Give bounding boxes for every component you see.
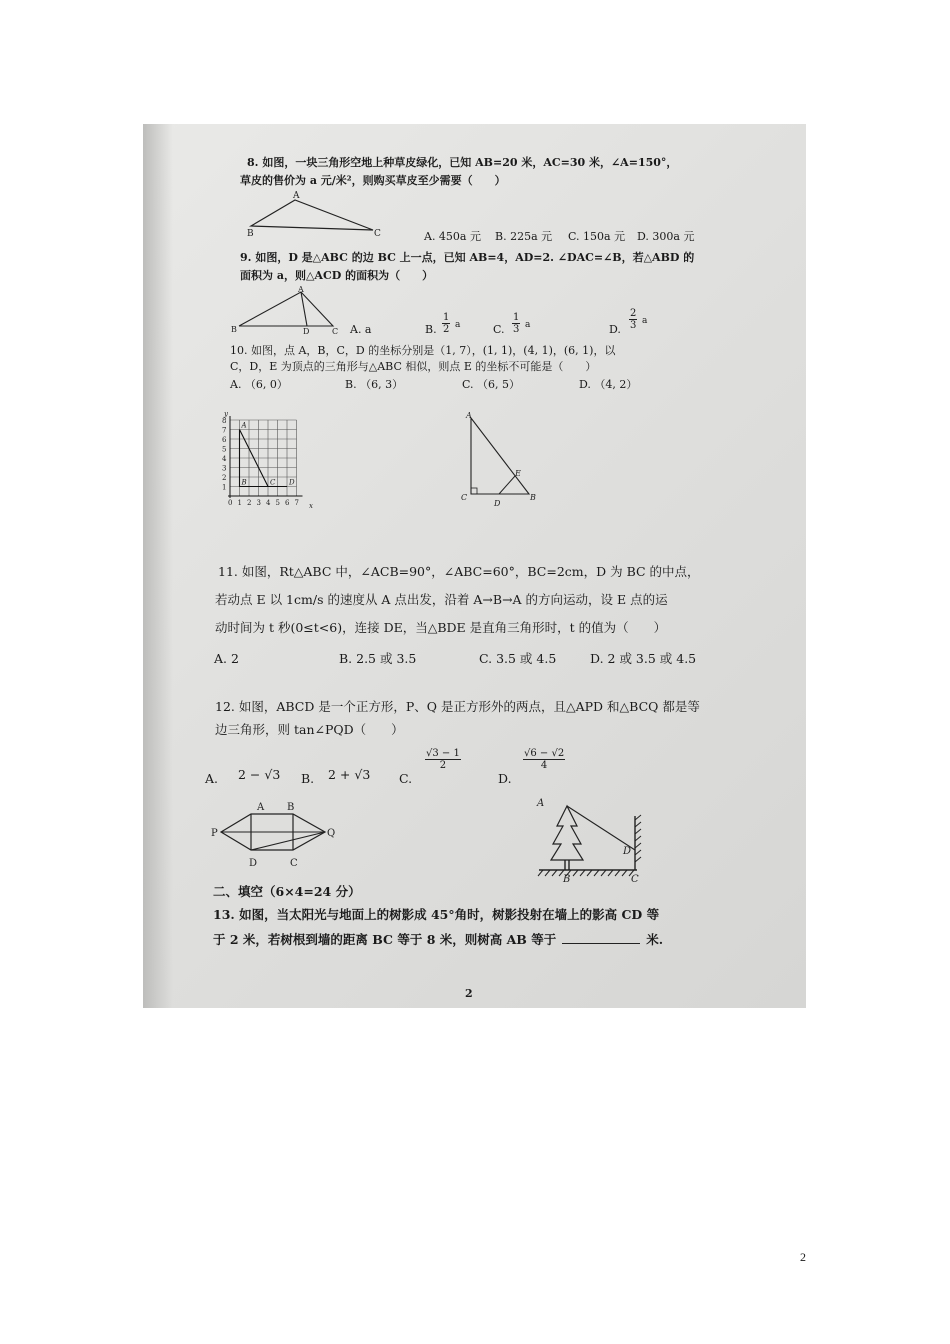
- q9-option-d-label: D.: [609, 323, 621, 336]
- q12-label-c: C: [290, 858, 298, 869]
- wall-hatch-line: [635, 850, 641, 855]
- x-tick-label: 6: [285, 499, 290, 507]
- y-tick-label: 6: [222, 436, 227, 444]
- x-tick-label: 0: [228, 499, 233, 507]
- grid-point-label-c: C: [270, 478, 276, 487]
- q9-option-b-fraction: $\frac{1}{2}$: [443, 312, 450, 335]
- q12-option-a-label: A.: [205, 771, 219, 786]
- grid-point-label-b: B: [241, 478, 247, 487]
- q11-option-c: C. 3.5 或 4.5: [479, 651, 557, 666]
- q10-line1: 10. 如图，点 A，B，C，D 的坐标分别是（1, 7），(1, 1)，(4, 1)，(6, 1)，以: [230, 344, 616, 357]
- y-tick-label: 3: [222, 464, 227, 473]
- x-tick-label: 7: [294, 499, 299, 507]
- q8-triangle-figure: [247, 191, 387, 239]
- q9-label-a: A: [298, 285, 304, 294]
- q10-axis-x-label: x: [309, 502, 313, 510]
- q10-tri-label-e: E: [515, 469, 521, 478]
- q9-triangle-figure: [231, 285, 345, 336]
- wall-hatch-line: [635, 836, 641, 841]
- y-tick-label: 8: [222, 417, 227, 425]
- q9-line2: 面积为 a，则△ACD 的面积为（ ）: [240, 269, 434, 282]
- q8-label-b: B: [247, 229, 254, 239]
- tree-label-c: C: [631, 874, 639, 885]
- hatch-line: [552, 870, 557, 876]
- y-tick-label: 2: [222, 474, 227, 482]
- q12-option-c-fraction: $\frac{√3 - 1}{2}$: [426, 748, 460, 771]
- q12-option-d-fraction: $\frac{√6 - √2}{4}$: [524, 748, 565, 771]
- q11-option-d: D. 2 或 3.5 或 4.5: [590, 651, 697, 666]
- x-tick-label: 5: [275, 499, 280, 507]
- x-tick-label: 2: [247, 499, 252, 507]
- y-tick-label: 1: [222, 483, 227, 492]
- q10-tri-label-b: B: [530, 493, 536, 502]
- y-tick-label: 4: [222, 455, 227, 463]
- q10-tri-label-a: A: [466, 411, 472, 420]
- q10-tri-label-d: D: [494, 499, 501, 508]
- q11-line1: 11. 如图，Rt△ABC 中，∠ACB=90°，∠ABC=60°，BC=2cm，D 为 BC 的中点，: [218, 564, 700, 579]
- q9-option-b-suffix: a: [455, 320, 461, 330]
- q10-option-b: B. （6, 3）: [345, 378, 404, 391]
- q12-label-a: A: [257, 802, 265, 813]
- wall-hatch-line: [635, 822, 641, 827]
- tree-label-a: A: [537, 798, 545, 809]
- q8-option-a: A. 450a 元: [424, 230, 481, 243]
- q10-option-d: D. （4, 2）: [579, 378, 638, 391]
- q10-coordinate-grid: [218, 412, 318, 512]
- q11-option-b: B. 2.5 或 3.5: [339, 651, 417, 666]
- q9-option-b-label: B.: [425, 323, 437, 336]
- q12-label-d: D: [249, 858, 258, 869]
- q11-line2: 若动点 E 以 1cm/s 的速度从 A 点出发，沿着 A→B→A 的方向运动，设 E 点的运: [215, 592, 668, 607]
- wall-hatch-line: [635, 829, 641, 834]
- q9-label-c: C: [332, 327, 339, 336]
- q12-option-c-label: C.: [399, 771, 413, 786]
- q12-option-d-label: D.: [498, 771, 512, 786]
- q10-tri-label-c: C: [461, 493, 468, 502]
- scanned-photo: [143, 124, 806, 1008]
- q12-option-b-label: B.: [301, 771, 315, 786]
- hatch-line: [622, 870, 627, 876]
- q10-line2: C，D，E 为顶点的三角形与△ABC 相似，则点 E 的坐标不可能是（ ）: [230, 360, 597, 373]
- q9-option-c-fraction: $\frac{1}{3}$: [513, 312, 520, 335]
- q12-line2: 边三角形，则 tan∠PQD（ ）: [215, 722, 404, 737]
- q13-answer-blank: [562, 943, 640, 944]
- q12-label-b: B: [287, 802, 295, 813]
- y-tick-label: 7: [222, 426, 227, 435]
- x-tick-label: 1: [237, 499, 242, 507]
- wall-hatch-line: [635, 857, 641, 862]
- q12-label-p: P: [211, 828, 218, 839]
- q9-option-a: A. a: [350, 323, 372, 336]
- x-tick-label: 4: [266, 499, 271, 507]
- q8-line1: 8. 如图，一块三角形空地上种草皮绿化，已知 AB=20 米，AC=30 米，∠A=150°，: [247, 156, 678, 169]
- q8-option-b: B. 225a 元: [495, 230, 553, 243]
- hatch-line: [573, 870, 578, 876]
- q8-label-a: A: [293, 191, 300, 201]
- q12-square-figure: [211, 802, 351, 874]
- q12-option-a-expr: 2 − √3: [238, 767, 281, 782]
- q9-label-d: D: [303, 327, 310, 336]
- q9-option-d-suffix: a: [642, 316, 648, 326]
- q8-option-d: D. 300a 元: [637, 230, 695, 243]
- q12-option-b-expr: 2 + √3: [328, 767, 371, 782]
- photo-page-number: 2: [465, 987, 473, 1000]
- hatch-line: [608, 870, 613, 876]
- grid-point-label-d: D: [289, 478, 295, 487]
- section2-heading: 二、填空（6×4=24 分）: [213, 884, 361, 899]
- q9-label-b: B: [231, 325, 237, 334]
- wall-hatch-line: [635, 815, 641, 820]
- hatch-line: [538, 870, 543, 876]
- q8-line2: 草皮的售价为 a 元/米²，则购买草皮至少需要（ ）: [240, 174, 506, 187]
- page-number: 2: [800, 1250, 806, 1264]
- grid-point-label-a: A: [241, 421, 247, 430]
- hatch-line: [545, 870, 550, 876]
- q8-label-c: C: [374, 229, 381, 239]
- q12-line1: 12. 如图，ABCD 是一个正方形，P、Q 是正方形外的两点，且△APD 和△BCQ 都是等: [215, 699, 700, 714]
- q13-line1: 13. 如图，当太阳光与地面上的树影成 45°角时，树影投射在墙上的影高 CD 等: [213, 907, 660, 922]
- q13-tree-wall-figure: [531, 800, 661, 886]
- q10-axis-y-label: y: [224, 410, 228, 418]
- q13-line2: 于 2 米，若树根到墙的距离 BC 等于 8 米，则树高 AB 等于 米.: [213, 932, 664, 947]
- q9-option-d-fraction: $\frac{2}{3}$: [630, 308, 637, 331]
- photo-shadow: [143, 124, 173, 1008]
- hatch-line: [601, 870, 606, 876]
- tree-label-b: B: [563, 874, 571, 885]
- hatch-line: [587, 870, 592, 876]
- q8-option-c: C. 150a 元: [568, 230, 626, 243]
- q11-option-a: A. 2: [214, 651, 239, 666]
- q12-label-q: Q: [327, 828, 336, 839]
- q9-option-c-suffix: a: [525, 320, 531, 330]
- q10-option-a: A. （6, 0）: [230, 378, 288, 391]
- wall-hatch-line: [635, 843, 641, 848]
- q10-triangle-figure: [461, 411, 541, 514]
- q9-option-c-label: C.: [493, 323, 505, 336]
- x-tick-label: 3: [256, 499, 261, 507]
- hatch-line: [580, 870, 585, 876]
- hatch-line: [615, 870, 620, 876]
- q10-option-c: C. （6, 5）: [462, 378, 521, 391]
- q9-line1: 9. 如图，D 是△ABC 的边 BC 上一点，已知 AB=4，AD=2. ∠DAC=∠B，若△ABD 的: [240, 251, 695, 264]
- hatch-line: [594, 870, 599, 876]
- q11-line3: 动时间为 t 秒(0≤t<6)，连接 DE，当△BDE 是直角三角形时，t 的值为（ ）: [215, 620, 667, 635]
- tree-label-d: D: [623, 846, 632, 857]
- y-tick-label: 5: [222, 445, 227, 454]
